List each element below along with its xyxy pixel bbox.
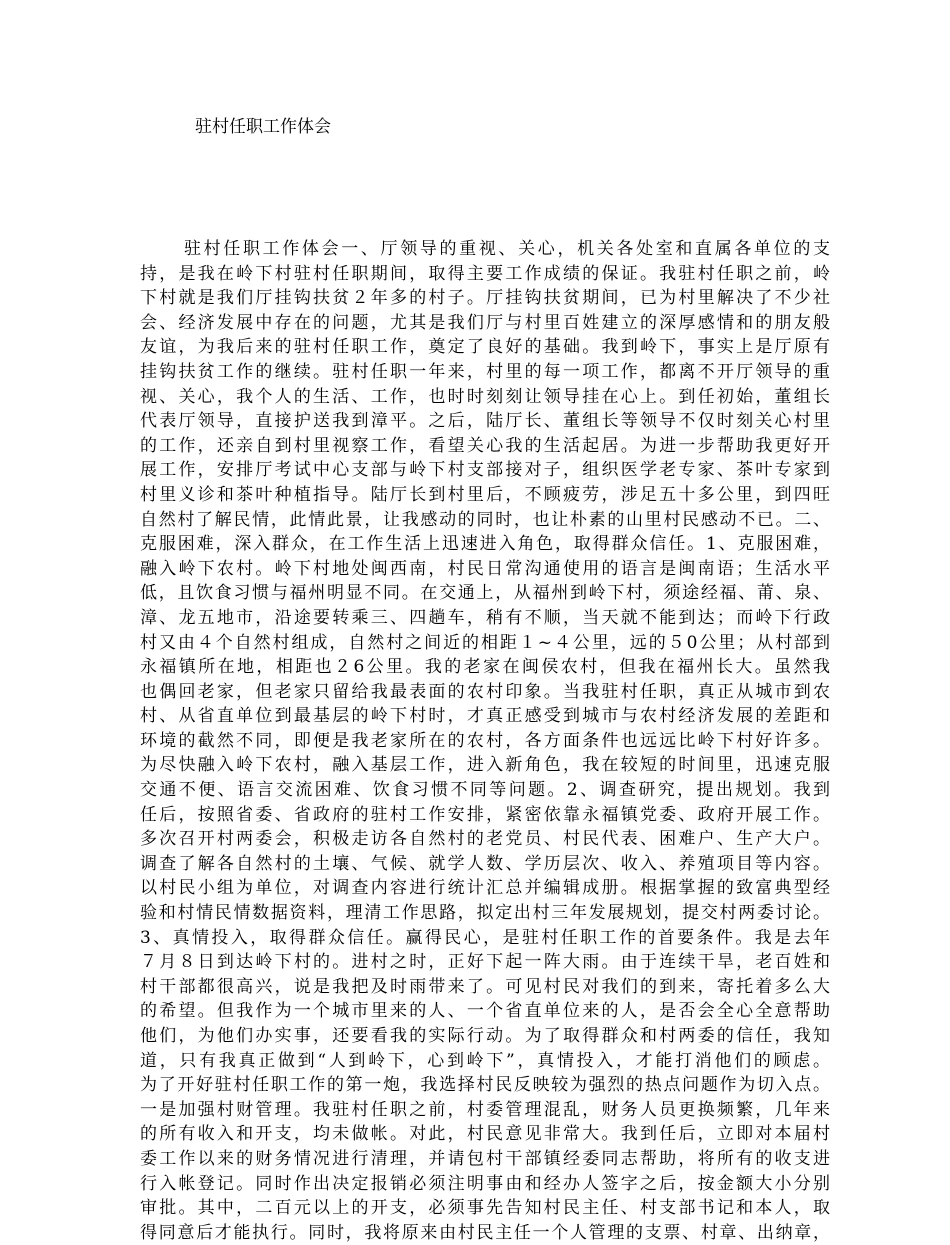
document-title: 驻村任职工作体会	[195, 117, 331, 137]
body-line: 一是加强村财管理。我驻村任职之前，村委管理混乱，财务人员更换频繁，几年来	[140, 1099, 830, 1120]
body-line: 驻村任职工作体会一、厅领导的重视、关心，机关各处室和直属各单位的支	[184, 239, 830, 259]
body-line: 为尽快融入岭下农村，融入基层工作，进入新角色，我在较短的时间里，迅速克服	[140, 755, 830, 776]
body-line: 审批。其中，二百元以上的开支，必须事先告知村民主任、村支部书记和本人，取	[140, 1198, 830, 1219]
body-line: 的工作，还亲自到村里视察工作，看望关心我的生活起居。为进一步帮助我更好开	[140, 435, 830, 456]
body-line: 会、经济发展中存在的问题，尤其是我们厅与村里百姓建立的深厚感情和的朋友般	[140, 312, 830, 333]
body-line: 下村就是我们厅挂钩扶贫２年多的村子。厅挂钩扶贫期间，已为村里解决了不少社	[140, 288, 830, 309]
body-line: 也偶回老家，但老家只留给我最表面的农村印象。当我驻村任职，真正从城市到农	[140, 681, 830, 702]
body-line: 交通不便、语言交流困难、饮食习惯不同等问题。2、调查研究，提出规划。我到	[140, 780, 830, 801]
body-line: 的所有收入和开支，均未做帐。对此，村民意见非常大。我到任后，立即对本届村	[140, 1124, 830, 1145]
body-line: 挂钩扶贫工作的继续。驻村任职一年来，村里的每一项工作，都离不开厅领导的重	[140, 361, 830, 382]
body-line: 克服困难，深入群众，在工作生活上迅速进入角色，取得群众信任。1、克服困难，	[140, 534, 830, 555]
body-line: 委工作以来的财务情况进行清理，并请包村干部镇经委同志帮助，将所有的收支进	[140, 1148, 830, 1169]
body-line: 展工作，安排厅考试中心支部与岭下村支部接对子，组织医学老专家、茶叶专家到	[140, 460, 830, 481]
body-line: 调查了解各自然村的土壤、气候、就学人数、学历层次、收入、养殖项目等内容。	[140, 853, 830, 874]
body-line: 自然村了解民情，此情此景，让我感动的同时，也让朴素的山里村民感动不已。二、	[140, 509, 830, 530]
body-line: 为了开好驻村任职工作的第一炮，我选择村民反映较为强烈的热点问题作为切入点。	[140, 1075, 830, 1096]
body-line: 行入帐登记。同时作出决定报销必须注明事由和经办人签字之后，按金额大小分别	[140, 1173, 830, 1194]
body-line: 村里义诊和茶叶种植指导。陆厅长到村里后，不顾疲劳，涉足五十多公里，到四旺	[140, 484, 830, 505]
body-line: 村、从省直单位到最基层的岭下村时，才真正感受到城市与农村经济发展的差距和	[140, 706, 830, 727]
body-line: 低，且饮食习惯与福州明显不同。在交通上，从福州到岭下村，须途经福、莆、泉、	[140, 583, 830, 604]
body-line: 友谊，为我后来的驻村任职工作，奠定了良好的基础。我到岭下，事实上是厅原有	[140, 337, 830, 358]
body-line: 的希望。但我作为一个城市里来的人、一个省直单位来的人，是否会全心全意帮助	[140, 1001, 830, 1022]
body-line: 视、关心，我个人的生活、工作，也时时刻刻让领导挂在心上。到任初始，董组长	[140, 386, 830, 407]
body-line: 验和村情民情数据资料，理清工作思路，拟定出村三年发展规划，提交村两委讨论。	[140, 903, 830, 924]
body-line: 3、真情投入，取得群众信任。赢得民心，是驻村任职工作的首要条件。我是去年	[140, 927, 830, 948]
body-line: 代表厅领导，直接护送我到漳平。之后，陆厅长、董组长等领导不仅时刻关心村里	[140, 411, 830, 432]
body-line: 以村民小组为单位，对调查内容进行统计汇总并编辑成册。根据掌握的致富典型经	[140, 878, 830, 899]
body-line: 他们，为他们办实事，还要看我的实际行动。为了取得群众和村两委的信任，我知	[140, 1026, 830, 1046]
body-line: 漳、龙五地市，沿途要转乘三、四趟车，稍有不顺，当天就不能到达；而岭下行政	[140, 607, 830, 628]
body-line: 永福镇所在地，相距也２6公里。我的老家在闽侯农村，但我在福州长大。虽然我	[140, 657, 830, 678]
body-line: ７月８日到达岭下村的。进村之时，正好下起一阵大雨。由于连续干旱，老百姓和	[140, 952, 830, 973]
body-line: 多次召开村两委会，积极走访各自然村的老党员、村民代表、困难户、生产大户。	[140, 829, 830, 850]
body-line: 得同意后才能执行。同时，我将原来由村民主任一个人管理的支票、村章、出纳章，	[140, 1222, 830, 1243]
body-line: 环境的截然不同，即便是我老家所在的农村，各方面条件也远远比岭下村好许多。	[140, 730, 830, 751]
body-line: 村干部都很高兴，说是我把及时雨带来了。可见村民对我们的到来，寄托着多么大	[140, 976, 830, 997]
body-line: 道，只有我真正做到“人到岭下，心到岭下”，真情投入，才能打消他们的顾虑。	[140, 1050, 830, 1071]
body-line: 任后，按照省委、省政府的驻村工作安排，紧密依靠永福镇党委、政府开展工作。	[140, 804, 830, 825]
document-body	[140, 237, 830, 1245]
body-line: 持，是我在岭下村驻村任职期间，取得主要工作成绩的保证。我驻村任职之前，岭	[140, 263, 830, 284]
body-line: 融入岭下农村。岭下村地处闽西南，村民日常沟通使用的语言是闽南语；生活水平	[140, 558, 830, 579]
body-line: 村又由４个自然村组成，自然村之间近的相距１~４公里，远的５0公里；从村部到	[140, 632, 830, 653]
